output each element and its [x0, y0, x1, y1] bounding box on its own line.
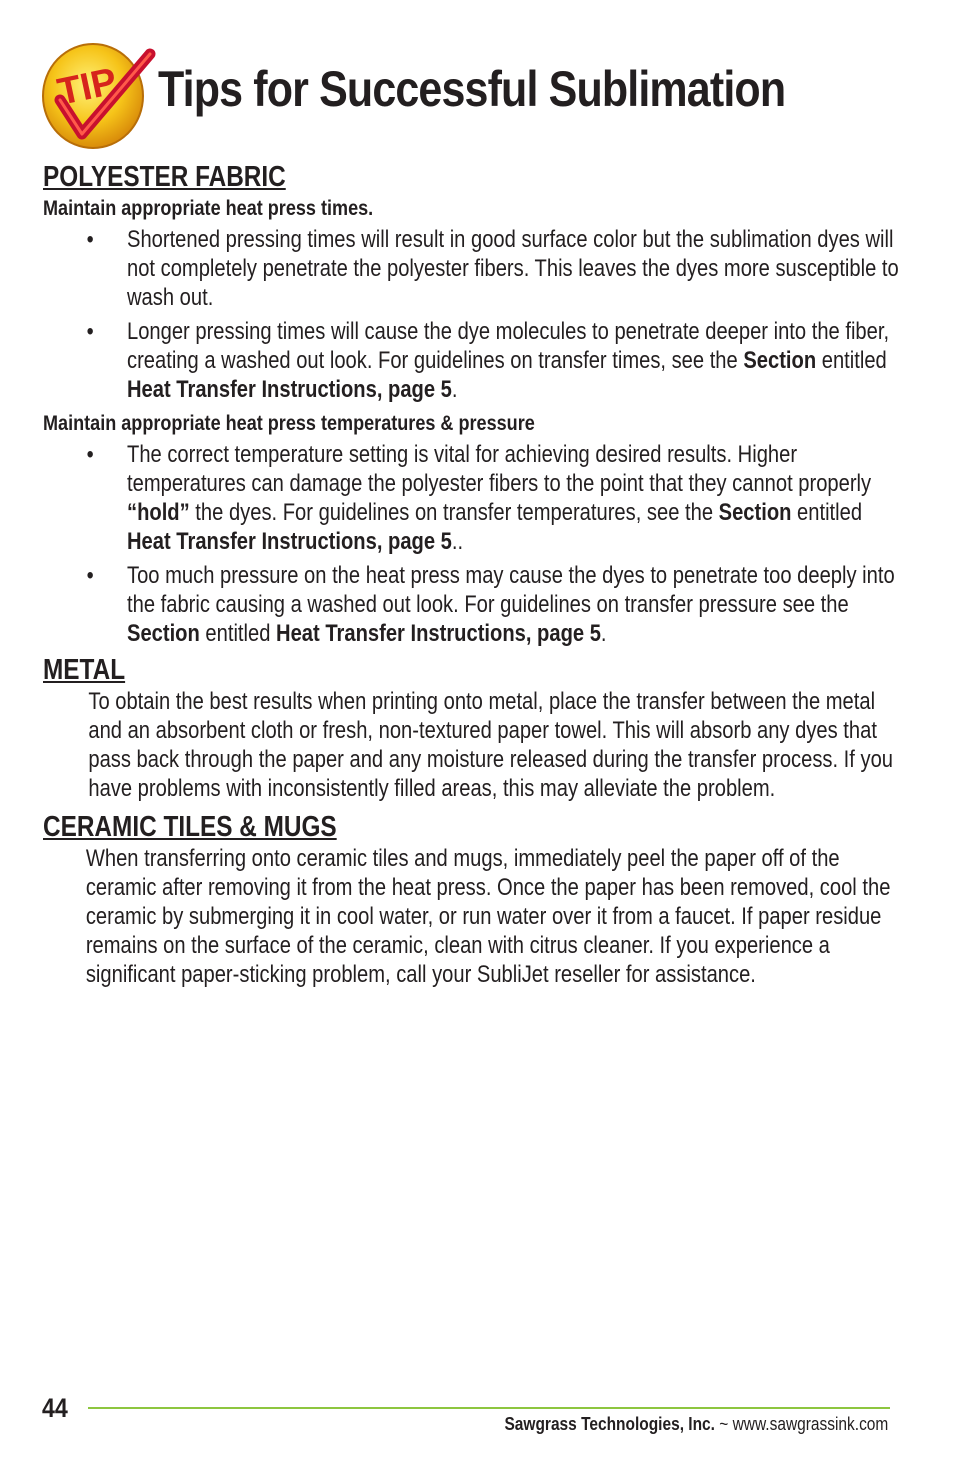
list-item: • Too much pressure on the heat press may cause the dyes to penetrate too deeply into the fabric causing a washed out look. For guidelines on transfer pressure see the Section entitled Heat Transfer Instructions, page 5.: [86, 562, 895, 647]
footer-credit: [504, 1414, 888, 1435]
subheading-press-times: Maintain appropriate heat press times.: [43, 196, 374, 220]
bullet-list-press-times: [43, 225, 903, 404]
bullet-icon: •: [86, 318, 94, 345]
cross-reference: Heat Transfer Instructions, page 5: [127, 376, 452, 403]
bullet-icon: •: [86, 562, 94, 589]
logo-text: TIP: [53, 60, 121, 114]
cross-reference: Heat Transfer Instructions, page 5: [276, 620, 601, 647]
tip-checkmark-icon: [38, 38, 160, 154]
section-heading-metal: METAL: [43, 654, 126, 686]
subheading-temperatures: Maintain appropriate heat press temperatures & pressure: [43, 411, 535, 435]
footer-company: Sawgrass Technologies, Inc.: [504, 1414, 715, 1434]
content-area: [43, 160, 903, 992]
bullet-icon: •: [86, 441, 94, 468]
list-item: • Shortened pressing times will result in good surface color but the sublimation dyes will not completely penetrate the polyester fibers. This leaves the dyes more susceptible to wash out.: [86, 226, 899, 311]
bullet-list-temperatures: [43, 440, 903, 648]
page-title: Tips for Successful Sublimation: [158, 61, 786, 117]
footer-separator: ~: [714, 1414, 733, 1434]
cross-reference: Heat Transfer Instructions, page 5: [127, 528, 452, 555]
section-heading-ceramic: CERAMIC TILES & MUGS: [43, 811, 337, 843]
ceramic-paragraph: When transferring onto ceramic tiles and mugs, immediately peel the paper off of the ceramic after removing it from the heat press. Once the paper has been removed, cool the ceramic by submerging it in cool water, or run water over it from a faucet. If paper residue remains on the surface of the ceramic, clean with citrus cleaner. If you experience a significant paper-sticking problem, call your SubliJet reseller for assistance.: [85, 845, 891, 988]
page-number: 44: [42, 1393, 68, 1423]
list-item: • The correct temperature setting is vital for achieving desired results. Higher temperatures can damage the polyester fibers to the point that they cannot properly “hold” the dyes. For guidelines on transfer temperatures, see the Section entitled Heat Transfer Instructions, page 5..: [86, 441, 872, 555]
list-item: • Longer pressing times will cause the dye molecules to penetrate deeper into the fiber, creating a washed out look. For guidelines on transfer times, see the Section entitled Heat Transfer Instructions, page 5.: [86, 318, 890, 403]
section-heading-polyester: POLYESTER FABRIC: [43, 161, 286, 193]
footer-rule: [88, 1407, 890, 1409]
metal-paragraph: To obtain the best results when printing onto metal, place the transfer between the metal and an absorbent cloth or fresh, non-textured paper towel. This will absorb any dyes that pass back through the paper and any moisture released during the transfer process. If you have problems with inconsistently filled areas, this may alleviate the problem.: [88, 688, 893, 802]
bullet-icon: •: [86, 226, 94, 253]
footer-url: www.sawgrassink.com: [732, 1414, 888, 1434]
